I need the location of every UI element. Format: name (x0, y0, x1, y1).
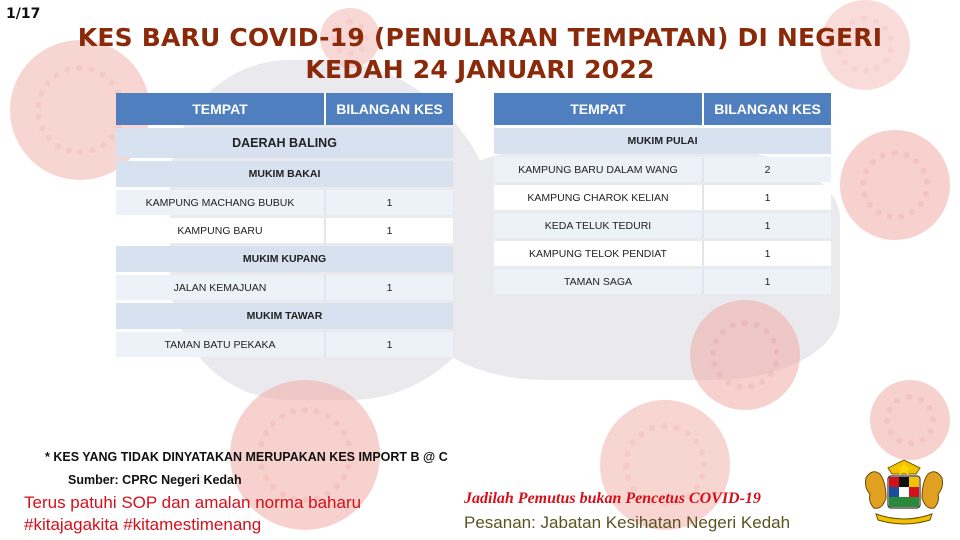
coronavirus-icon (600, 400, 730, 530)
table-row (116, 190, 453, 215)
table-row (494, 269, 831, 294)
table-header-row (494, 93, 831, 125)
place-cell: JALAN KEMAJUAN (116, 275, 324, 300)
coronavirus-icon (870, 380, 950, 460)
district-label: DAERAH BALING (116, 128, 453, 158)
table-row (494, 185, 831, 210)
place-cell: KAMPUNG BARU DALAM WANG (494, 157, 702, 182)
page-title (0, 22, 960, 86)
column-header-count: BILANGAN KES (702, 93, 831, 125)
table-row (494, 213, 831, 238)
footnote: * KES YANG TIDAK DINYATAKAN MERUPAKAN KES IMPORT B @ C (45, 450, 448, 464)
count-cell: 1 (702, 213, 831, 238)
count-cell: 1 (324, 190, 453, 215)
column-header-place: TEMPAT (494, 93, 702, 125)
cases-table-right (494, 90, 831, 297)
mukim-row (494, 128, 831, 154)
count-cell: 1 (324, 275, 453, 300)
mukim-label: MUKIM KUPANG (116, 246, 453, 272)
place-cell: TAMAN BATU PEKAKA (116, 332, 324, 357)
place-cell: KAMPUNG TELOK PENDIAT (494, 241, 702, 266)
mukim-row (116, 161, 453, 187)
malaysia-coat-of-arms-icon (858, 458, 950, 528)
count-cell: 1 (702, 241, 831, 266)
hashtags: #kitajagakita #kitamestimenang (24, 515, 262, 534)
place-cell: TAMAN SAGA (494, 269, 702, 294)
mukim-label: MUKIM TAWAR (116, 303, 453, 329)
table-row (116, 275, 453, 300)
sop-reminder: Terus patuhi SOP dan amalan norma baharu (24, 493, 362, 512)
source-credit: Sumber: CPRC Negeri Kedah (68, 473, 242, 487)
table-row (116, 218, 453, 243)
mukim-row (116, 246, 453, 272)
title-line-1: KES BARU COVID-19 (PENULARAN TEMPATAN) DI NEGERI (77, 23, 883, 52)
issuer-message: Pesanan: Jabatan Kesihatan Negeri Kedah (464, 513, 791, 532)
place-cell: KAMPUNG CHAROK KELIAN (494, 185, 702, 210)
title-line-2: KEDAH 24 JANUARI 2022 (305, 55, 655, 84)
table-row (116, 332, 453, 357)
coronavirus-icon (690, 300, 800, 410)
place-cell: KAMPUNG MACHANG BUBUK (116, 190, 324, 215)
district-row (116, 128, 453, 158)
table-header-row (116, 93, 453, 125)
count-cell: 1 (702, 185, 831, 210)
place-cell: KAMPUNG BARU (116, 218, 324, 243)
count-cell: 1 (324, 332, 453, 357)
table-row (494, 157, 831, 182)
cases-table-left (116, 90, 453, 360)
column-header-count: BILANGAN KES (324, 93, 453, 125)
mukim-label: MUKIM BAKAI (116, 161, 453, 187)
place-cell: KEDA TELUK TEDURI (494, 213, 702, 238)
page-indicator: 1/17 (6, 6, 41, 22)
count-cell: 1 (324, 218, 453, 243)
table-row (494, 241, 831, 266)
mukim-row (116, 303, 453, 329)
coronavirus-icon (840, 130, 950, 240)
count-cell: 2 (702, 157, 831, 182)
campaign-slogan: Jadilah Pemutus bukan Pencetus COVID-19 (464, 490, 761, 507)
count-cell: 1 (702, 269, 831, 294)
mukim-label: MUKIM PULAI (494, 128, 831, 154)
column-header-place: TEMPAT (116, 93, 324, 125)
